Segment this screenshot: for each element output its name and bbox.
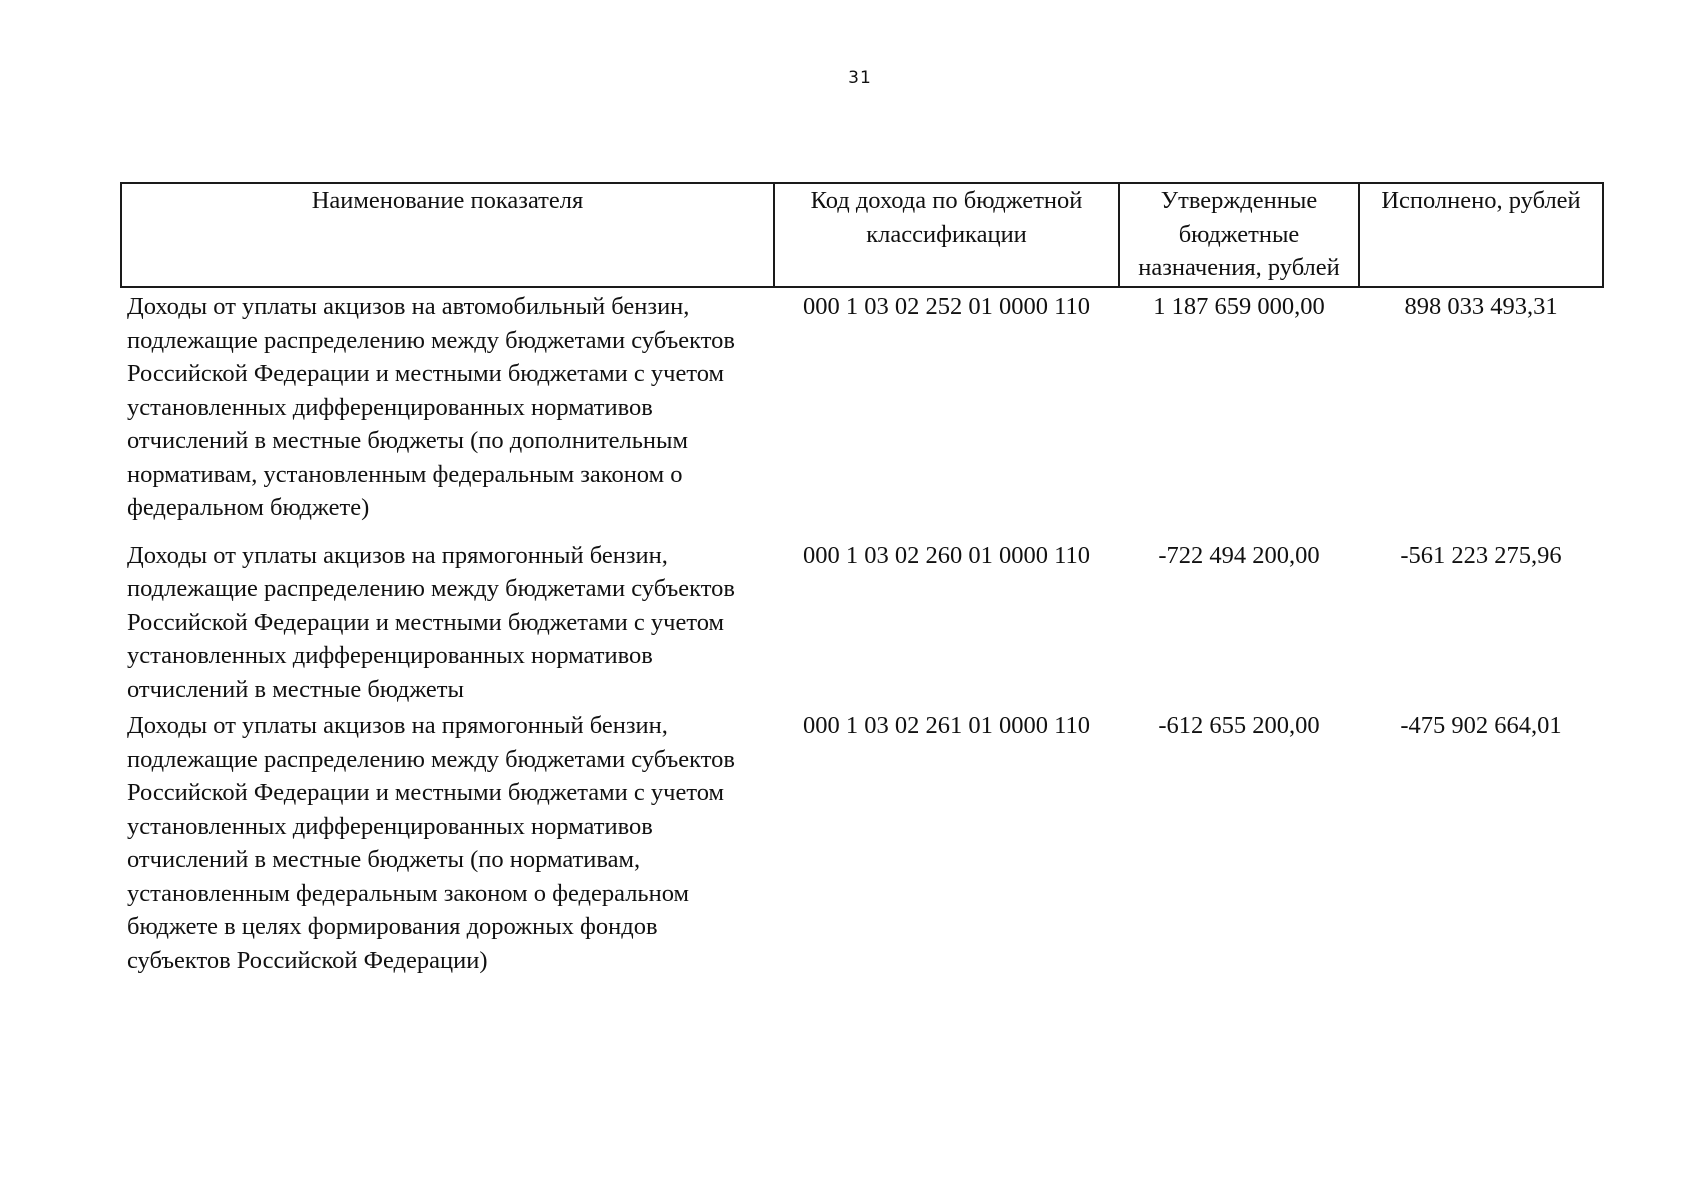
revenue-table (120, 182, 1604, 977)
indicator-name: Доходы от уплаты акцизов на автомобильный бензин, подлежащие распределению между бюджетами субъектов Российской Федерации и местными бюджетами с учетом установленных дифференцированных нормативов отчислений в местные бюджеты (по дополнительным нормативам, установленным федеральным законом о федеральном бюджете) (127, 293, 735, 521)
table-row (121, 706, 1603, 977)
indicator-name: Доходы от уплаты акцизов на прямогонный бензин, подлежащие распределению между бюджетами субъектов Российской Федерации и местными бюджетами с учетом установленных дифференцированных нормативов отчислений в местные бюджеты (по нормативам, установленным федеральным законом о федеральном бюджете в целях формирования дорожных фондов субъектов Российской Федерации) (127, 712, 735, 974)
executed-amount: 898 033 493,31 (1404, 293, 1558, 320)
header-revenue-code: Код дохода по бюджетной классификации (774, 183, 1119, 287)
revenue-code: 000 1 03 02 261 01 0000 110 (803, 712, 1090, 739)
table-header (121, 183, 1603, 287)
approved-amount: -612 655 200,00 (1158, 712, 1320, 739)
header-indicator-name: Наименование показателя (121, 183, 774, 287)
indicator-name: Доходы от уплаты акцизов на прямогонный бензин, подлежащие распределению между бюджетами субъектов Российской Федерации и местными бюджетами с учетом установленных дифференцированных нормативов отчислений в местные бюджеты (127, 541, 735, 703)
approved-amount: -722 494 200,00 (1158, 541, 1320, 569)
revenue-code: 000 1 03 02 260 01 0000 110 (803, 541, 1090, 569)
header-executed-amount: Исполнено, рублей (1359, 183, 1603, 287)
executed-amount: -561 223 275,96 (1400, 541, 1562, 569)
table-body (121, 287, 1603, 977)
table-row (121, 525, 1603, 707)
revenue-code: 000 1 03 02 252 01 0000 110 (803, 293, 1090, 320)
page-number: 31 (848, 68, 872, 88)
executed-amount: -475 902 664,01 (1400, 712, 1562, 739)
header-row (121, 183, 1603, 287)
table-row (121, 287, 1603, 525)
header-approved-amount: Утвержденные бюджетные назначения, рублей (1119, 183, 1359, 287)
approved-amount: 1 187 659 000,00 (1153, 293, 1325, 320)
